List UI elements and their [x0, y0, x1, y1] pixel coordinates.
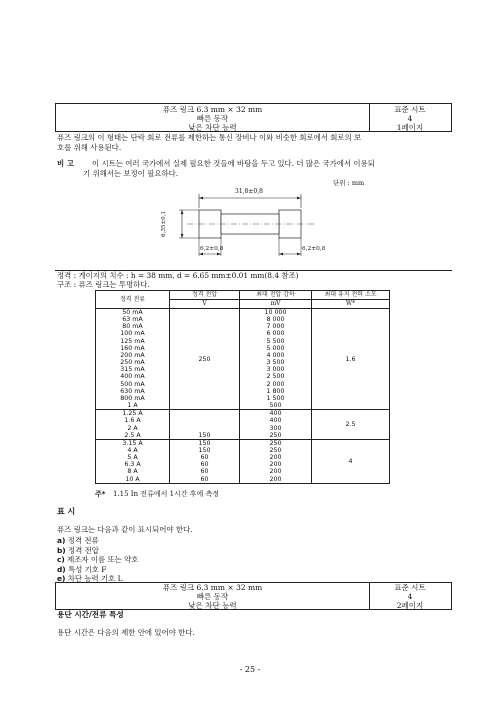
page-label: 2페이지 — [396, 601, 424, 610]
table-cell-value: 630 mA — [120, 387, 145, 395]
table-cell-value: 150 — [198, 439, 211, 447]
table-cell-value: 60 — [200, 461, 209, 469]
group3-power: 4 — [312, 439, 390, 483]
rating-line-2: 구조 : 퓨즈 링크는 투명하다. — [57, 280, 150, 289]
group3-voltages — [170, 439, 240, 483]
cap-right-dim-label: 6,2±0,8 — [302, 246, 326, 252]
table-cell-value: 5 000 — [266, 344, 285, 352]
diameter-dim-label: 6,35±0,1 — [161, 210, 168, 238]
table-cell-value: 10 000 — [264, 309, 287, 316]
table-cell-value: 200 — [269, 475, 282, 483]
group2-power: 2.5 — [312, 410, 390, 440]
table-cell-value: 10 A — [125, 475, 140, 483]
sheet-number: 4 — [407, 592, 413, 601]
note-label: 비 고 — [57, 159, 74, 168]
marking-item-text: 정격 전류 — [67, 536, 99, 545]
intro-line-1: 퓨즈 링크의 이 형태는 단락 회로 전류를 제한하는 통신 장비나 이와 비슷한 회로에서 회로의 보 — [57, 133, 362, 142]
table-header-row — [96, 291, 390, 300]
table-cell-value: 1 A — [127, 402, 138, 410]
table-cell-value: 3 000 — [266, 366, 285, 374]
group2-currents — [96, 410, 170, 440]
unit-voltage: V — [170, 300, 240, 309]
col-header-voltage: 정격 전압 — [170, 291, 240, 300]
group3-drops — [240, 439, 312, 483]
header-box-2 — [55, 582, 452, 610]
sheet-label: 표준 시트 — [394, 583, 426, 592]
marking-title: 표 시 — [57, 507, 76, 516]
col-header-power: 최대 유지 전력 소모 — [312, 291, 390, 300]
header-title-cell — [56, 583, 370, 609]
table-cell-value: 300 — [269, 424, 282, 432]
table-cell-value: 400 mA — [120, 373, 145, 381]
table-cell-value: 2.5 A — [124, 431, 141, 439]
table-cell-value: 3 500 — [266, 359, 285, 367]
table-row — [96, 309, 390, 410]
table-cell-value: 150 — [198, 446, 211, 454]
table-cell-value: 4 000 — [266, 351, 285, 359]
group3-currents — [96, 439, 170, 483]
marking-item-mark: e) — [57, 574, 66, 584]
page-number: - 25 - — [239, 665, 261, 674]
table-cell-value: 800 mA — [120, 394, 145, 402]
col-header-current: 정격 전류 — [96, 291, 170, 309]
header-subtitle: 빠른 동작 — [196, 592, 229, 601]
marking-item-mark: b) — [57, 545, 66, 555]
cap-left-dim-label: 6,2±0,8 — [200, 246, 224, 252]
header-title: 퓨즈 링크 6.3 mm × 32 mm — [162, 583, 263, 592]
table-cell-value: 400 — [269, 410, 282, 418]
table-cell-value: 60 — [200, 454, 209, 462]
header-subtitle: 빠른 동작 — [196, 114, 229, 123]
table-cell-value: 200 — [269, 468, 282, 476]
table-cell-value: 50 mA — [122, 309, 143, 316]
sheet-number: 4 — [407, 114, 413, 123]
header-subtitle-2: 낮은 차단 능력 — [188, 123, 237, 132]
unit-drop: mV — [240, 300, 312, 309]
table-cell-value: 63 mA — [122, 316, 143, 324]
table-cell-value: 7 000 — [266, 323, 285, 331]
table-cell-value: 1 800 — [266, 387, 285, 395]
table-cell-value: 125 mA — [120, 337, 145, 345]
spec-table — [95, 290, 390, 484]
marking-item-mark: d) — [57, 564, 66, 574]
table-cell-value: 200 — [269, 454, 282, 462]
unit-power: W* — [312, 300, 390, 309]
length-dim-label: 31,8±0,8 — [235, 188, 263, 195]
fuse-drawing — [161, 188, 335, 260]
table-row — [96, 439, 390, 483]
sheet-label: 표준 시트 — [394, 105, 426, 114]
group1-currents — [96, 309, 170, 410]
table-cell-value: 60 — [200, 468, 209, 476]
table-cell-value: 5 A — [127, 454, 138, 462]
marking-item-mark: a) — [57, 536, 66, 545]
marking-item-text: 차단 능력 기호 L — [67, 574, 123, 584]
table-cell-value: 8 000 — [266, 316, 285, 324]
table-cell-value: 6.3 A — [124, 461, 141, 469]
rating-line-1: 정격 : 게이지의 치수 : h = 38 mm, d = 6.65 mm±0.01 mm(8.4 참조) — [57, 271, 299, 280]
table-row — [96, 410, 390, 440]
header-title-cell — [56, 104, 370, 131]
unit-label: 단위 : mm — [333, 179, 365, 187]
table-cell-value: 80 mA — [122, 323, 143, 331]
table-cell-value: 500 mA — [120, 380, 145, 388]
marking-item-text: 제조자 이름 또는 약호 — [67, 555, 139, 565]
table-cell-value: 400 — [269, 417, 282, 425]
table-cell-value: 4 A — [127, 446, 138, 454]
table-cell-value: 1 500 — [266, 394, 285, 402]
table-cell-value: 500 — [269, 402, 282, 410]
table-cell-value: 100 mA — [120, 330, 145, 338]
header-title: 퓨즈 링크 6.3 mm × 32 mm — [162, 105, 263, 114]
group1-voltage: 250 — [170, 309, 240, 410]
table-cell-value: 3.15 A — [122, 439, 143, 447]
marking-item-text: 정격 전압 — [68, 545, 99, 555]
table-cell-value: 5 500 — [266, 337, 285, 345]
table-cell-value: 2 000 — [266, 380, 285, 388]
table-cell-value: 6 000 — [266, 330, 285, 338]
table-cell-value: 160 mA — [120, 344, 145, 352]
group1-drops — [240, 309, 312, 410]
table-cell-value: 60 — [200, 475, 209, 483]
section2-title: 용단 시간/전류 특성 — [57, 610, 124, 619]
marking-list — [57, 536, 138, 584]
header-subtitle-2: 낮은 차단 능력 — [188, 601, 237, 610]
table-cell-value: 200 — [269, 461, 282, 469]
table-cell-value: 250 — [269, 446, 282, 454]
footnote-text: 1.15 In 전류에서 1시간 후에 측정 — [113, 490, 220, 498]
table-cell-value: 250 mA — [120, 359, 145, 367]
table-cell-value: 250 — [269, 431, 282, 439]
table-cell-value: 8 A — [127, 468, 138, 476]
col-header-drop: 최대 전압 강하 — [240, 291, 312, 300]
note-line-1: 이 시트는 여러 국가에서 실제 필요한 것들에 바탕을 두고 있다. 더 많은 국가에서 이용되 — [92, 159, 375, 168]
table-cell-value: 2 500 — [266, 373, 285, 381]
page-label: 1페이지 — [396, 123, 424, 132]
group2-drops — [240, 410, 312, 440]
marking-intro: 퓨즈 링크는 다음과 같이 표시되어야 한다. — [57, 525, 193, 534]
table-cell-value: 2 A — [127, 424, 138, 432]
table-cell-value: 315 mA — [120, 366, 145, 374]
group1-power: 1.6 — [312, 309, 390, 410]
table-cell-value: 1.25 A — [122, 410, 143, 418]
intro-line-2: 호를 위해 사용된다. — [57, 143, 122, 152]
footnote-mark: 주* — [95, 490, 106, 498]
header-box-1 — [55, 103, 452, 132]
table-cell-value: 1.6 A — [124, 417, 141, 425]
note-line-2: 기 위해서는 보정이 필요하다. — [83, 169, 179, 178]
group2-voltage: 150 — [170, 410, 240, 440]
marking-item-text: 특성 기호 F — [68, 564, 107, 574]
table-cell-value: 200 mA — [120, 351, 145, 359]
section2-text: 용단 시간은 다음의 제한 안에 있어야 한다. — [57, 628, 195, 637]
table-cell-value: 250 — [269, 439, 282, 447]
marking-item-mark: c) — [57, 555, 65, 565]
